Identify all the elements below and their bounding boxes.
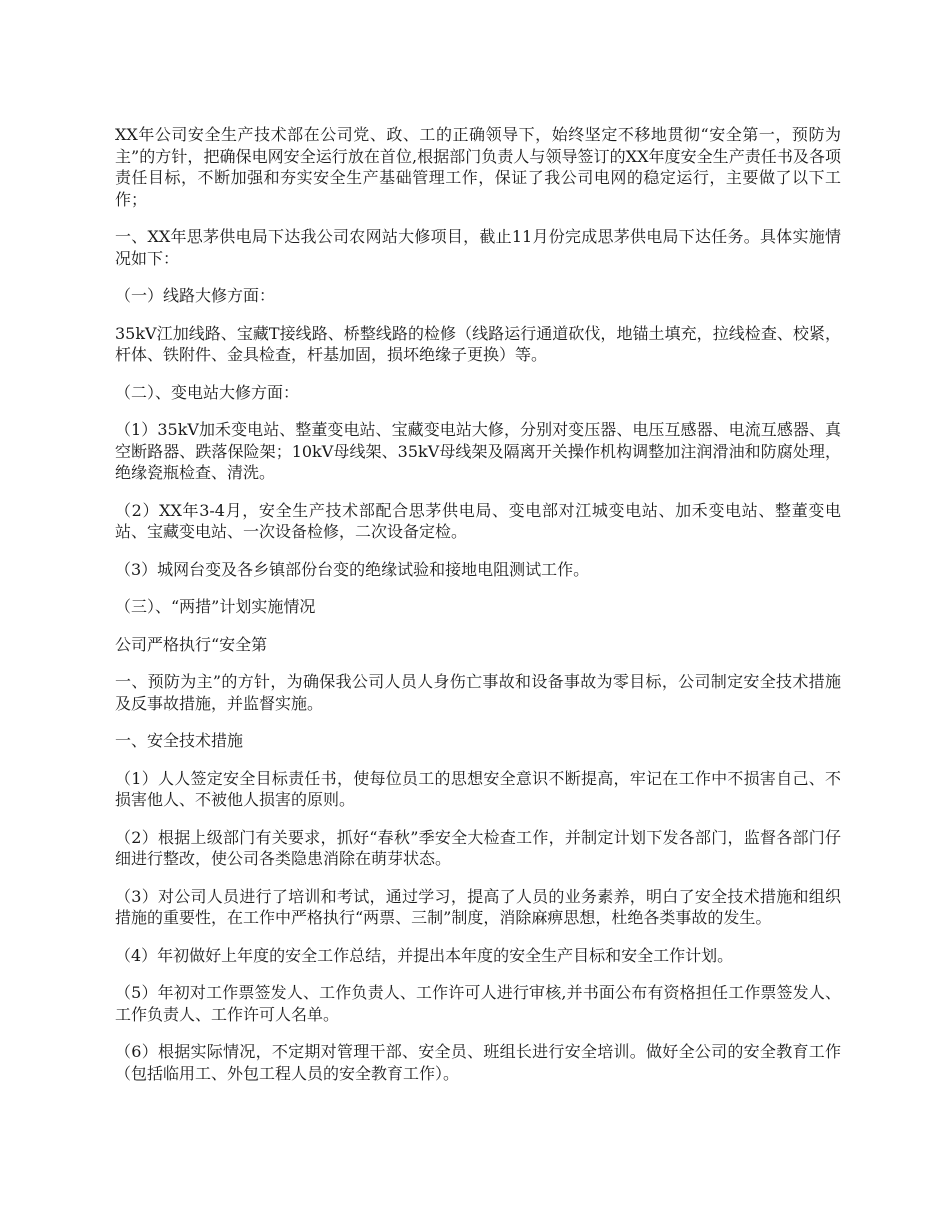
substation-item-2: （2）XX年3-4月，安全生产技术部配合思茅供电局、变电部对江城变电站、加禾变电站、整董变电站、宝藏变电站、一次设备检修，二次设备定检。 — [115, 500, 841, 541]
safety-item-2: （2）根据上级部门有关要求，抓好“春秋”季安全大检查工作，并制定计划下发各部门，监督各部门仔细进行整改，使公司各类隐患消除在萌芽状态。 — [115, 827, 841, 868]
substation-item-1: （1）35kV加禾变电站、整董变电站、宝藏变电站大修，分别对变压器、电压互感器、电流互感器、真空断路器、跌落保险架；10kV母线架、35kV母线架及隔离开关操作机构调整加注润滑油和防腐处理，绝缘瓷瓶检查、清洗。 — [115, 420, 841, 482]
safety-item-3: （3）对公司人员进行了培训和考试，通过学习，提高了人员的业务素养，明白了安全技术措施和组织措施的重要性，在工作中严格执行“两票、三制”制度，消除麻痹思想，杜绝各类事故的发生。 — [115, 886, 841, 927]
line-overhaul-paragraph: 35kV江加线路、宝藏T接线路、桥整线路的检修（线路运行通道砍伐，地锚土填充，拉线检查、校紧，杆体、铁附件、金具检查，杆基加固，损坏绝缘子更换）等。 — [115, 323, 841, 364]
safety-item-5: （5）年初对工作票签发人、工作负责人、工作许可人进行审核,并书面公布有资格担任工作票签发人、工作负责人、工作许可人名单。 — [115, 983, 841, 1024]
document-body — [115, 124, 841, 1100]
subheading-two-measures: （三）、“两措”计划实施情况 — [115, 597, 316, 616]
section-heading-overhaul: 一、XX年思茅供电局下达我公司农网站大修项目，截止11月份完成思茅供电局下达任务。具体实施情况如下： — [115, 227, 841, 268]
intro-paragraph: XX年公司安全生产技术部在公司党、政、工的正确领导下，始终坚定不移地贯彻“安全第一，预防为主”的方针，把确保电网安全运行放在首位,根据部门负责人与领导签订的XX年度安全生产责任书及各项责任目标，不断加强和夯实安全生产基础管理工作，保证了我公司电网的稳定运行，主要做了以下工作； — [115, 125, 841, 209]
subheading-line-overhaul: （一）线路大修方面： — [115, 286, 276, 305]
policy-line: 公司严格执行“安全第 — [115, 634, 268, 654]
subheading-safety-measures: 一、安全技术措施 — [115, 731, 244, 750]
policy-paragraph: 一、预防为主”的方针，为确保我公司人员人身伤亡事故和设备事故为零目标，公司制定安全技术措施及反事故措施，并监督实施。 — [115, 672, 841, 713]
safety-item-6: （6）根据实际情况，不定期对管理干部、安全员、班组长进行安全培训。做好全公司的安全教育工作（包括临用工、外包工程人员的安全教育工作）。 — [115, 1042, 841, 1083]
substation-item-3: （3）城网台变及各乡镇部份台变的绝缘试验和接地电阻测试工作。 — [115, 559, 590, 579]
safety-item-1: （1）人人签定安全目标责任书，使每位员工的思想安全意识不断提高，牢记在工作中不损害自己、不损害他人、不被他人损害的原则。 — [115, 768, 841, 809]
subheading-substation-overhaul: （二）、变电站大修方面： — [115, 382, 300, 402]
safety-item-4: （4）年初做好上年度的安全工作总结，并提出本年度的安全生产目标和安全工作计划。 — [115, 945, 734, 965]
